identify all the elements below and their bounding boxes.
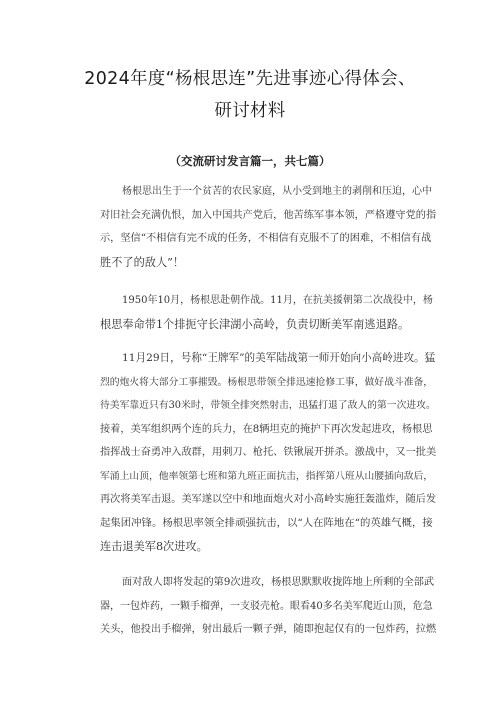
paragraph-line: 连击退美军8次进攻。 <box>100 540 208 553</box>
paragraph-line: 胜不了的敌人”！ <box>100 255 185 269</box>
paragraph-line: 对旧社会充满仇恨，加入中国共产党后，他苦练军事本领，严格遵守党的指 <box>100 209 437 221</box>
paragraph-line: 器，一包炸药，一颗手榴弹，一支驳壳枪。眼看40多名美军爬近山顶，危急 <box>100 600 433 612</box>
paragraph-3 <box>100 347 437 559</box>
paragraph-line: 起集团冲锋。杨根思率领全排顽强抗击，以“人在阵地在“的英雄气概，接 <box>100 516 433 529</box>
paragraph-line: 根思奉命带1个排扼守长津湖小高岭，负责切断美军南逃退路。 <box>100 317 410 331</box>
paragraph-line: 待美军靠近只有30米时，带领全排突然射击，迅猛打退了敌人的第一次进攻。 <box>100 400 436 411</box>
paragraph-line: 接着，美军组织两个连的兵力，在8辆坦克的掩护下再次发起进攻，杨根思 <box>100 423 433 435</box>
paragraph-line: 再次将美军击退。美军遂以空中和地面炮火对小高岭实施狂轰滥炸，随后发 <box>100 494 437 505</box>
paragraph-1 <box>100 180 437 274</box>
paragraph-line: 示，坚信“不相信有完不成的任务，不相信有克服不了的困难，不相信有战 <box>100 233 432 244</box>
paragraph-line: 面对敌人即将发起的第9次进攻，杨根思默默收拢阵地上所剩的全部武 <box>122 577 435 588</box>
document-subtitle: （交流研讨发言篇一，共七篇） <box>169 154 331 168</box>
document-title <box>40 63 460 127</box>
paragraph-line: 11月29日，号称“王牌军”的美军陆战第一师开始向小高岭进攻。猛 <box>122 352 436 364</box>
paragraph-line: 军涌上山顶，他率领第七班和第九班正面抗击，指挥第八班从山腰插向敌后， <box>100 470 434 482</box>
paragraph-2 <box>100 289 437 336</box>
paragraph-line: 指挥战士奋勇冲入敌群，用刺刀、枪托、铁锹展开拼杀。激战中，又一批美 <box>100 447 437 458</box>
paragraph-line: 1950年10月，杨根思赴朝作战。11月，在抗美援朝第二次战役中，杨 <box>122 295 433 306</box>
paragraph-4 <box>100 571 437 642</box>
paragraph-line: 关头，他投出手榴弹，射出最后一颗子弹，随即抱起仅有的一包炸药，拉燃 <box>100 624 437 635</box>
title-line-2: 研讨材料 <box>214 101 286 121</box>
paragraph-line: 烈的炮火将大部分工事摧毁。杨根思带领全排迅速抢修工事，做好战斗准备， <box>100 376 434 388</box>
paragraph-line: 杨根思出生于一个贫苦的农民家庭，从小受到地主的剥削和压迫，心中 <box>122 186 432 197</box>
title-line-1: 2024年度“杨根思连”先进事迹心得体会、 <box>84 69 416 89</box>
